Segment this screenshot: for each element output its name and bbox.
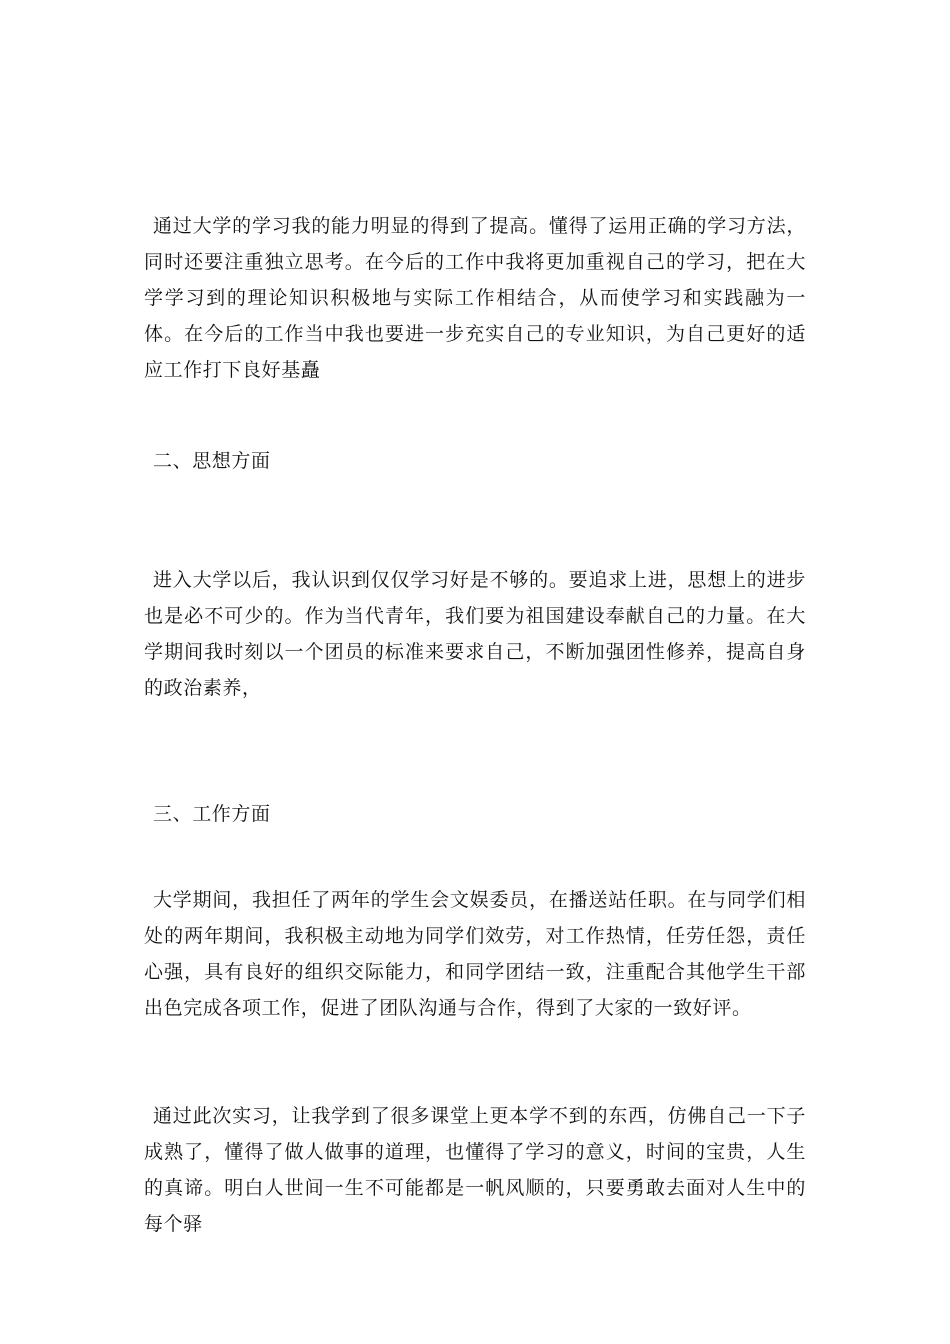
paragraph-study: 通过大学的学习我的能力明显的得到了提高。懂得了运用正确的学习方法，同时还要注重独立思考。在今后的工作中我将更加重视自己的学习，把在大学学习到的理论知识积极地与实际工作相结合，从而使学习和实践融为一体。在今后的工作当中我也要进一步充实自己的专业知识，为自己更好的适应工作打下良好基矗 bbox=[144, 215, 806, 381]
paragraph-work: 大学期间，我担任了两年的学生会文娱委员，在播送站任职。在与同学们相处的两年期间，我积极主动地为同学们效劳，对工作热情，任劳任怨，责任心强，具有良好的组织交际能力，和同学团结一致，注重配合其他学生干部出色完成各项工作，促进了团队沟通与合作，得到了大家的一致好评。 bbox=[144, 889, 806, 1019]
paragraph-thought: 进入大学以后，我认识到仅仅学习好是不够的。要追求上进，思想上的进步也是必不可少的。作为当代青年，我们要为祖国建设奉献自己的力量。在大学期间我时刻以一个团员的标准来要求自己，不断加强团性修养，提高自身的政治素养， bbox=[144, 569, 806, 699]
paragraph-internship: 通过此次实习，让我学到了很多课堂上更本学不到的东西，仿佛自己一下子成熟了，懂得了做人做事的道理，也懂得了学习的意义，时间的宝贵，人生的真谛。明白人世间一生不可能都是一帆风顺的，只要勇敢去面对人生中的每个驿 bbox=[144, 1105, 806, 1235]
section-heading-thought: 二、思想方面 bbox=[153, 450, 271, 472]
section-heading-work: 三、工作方面 bbox=[153, 803, 271, 825]
